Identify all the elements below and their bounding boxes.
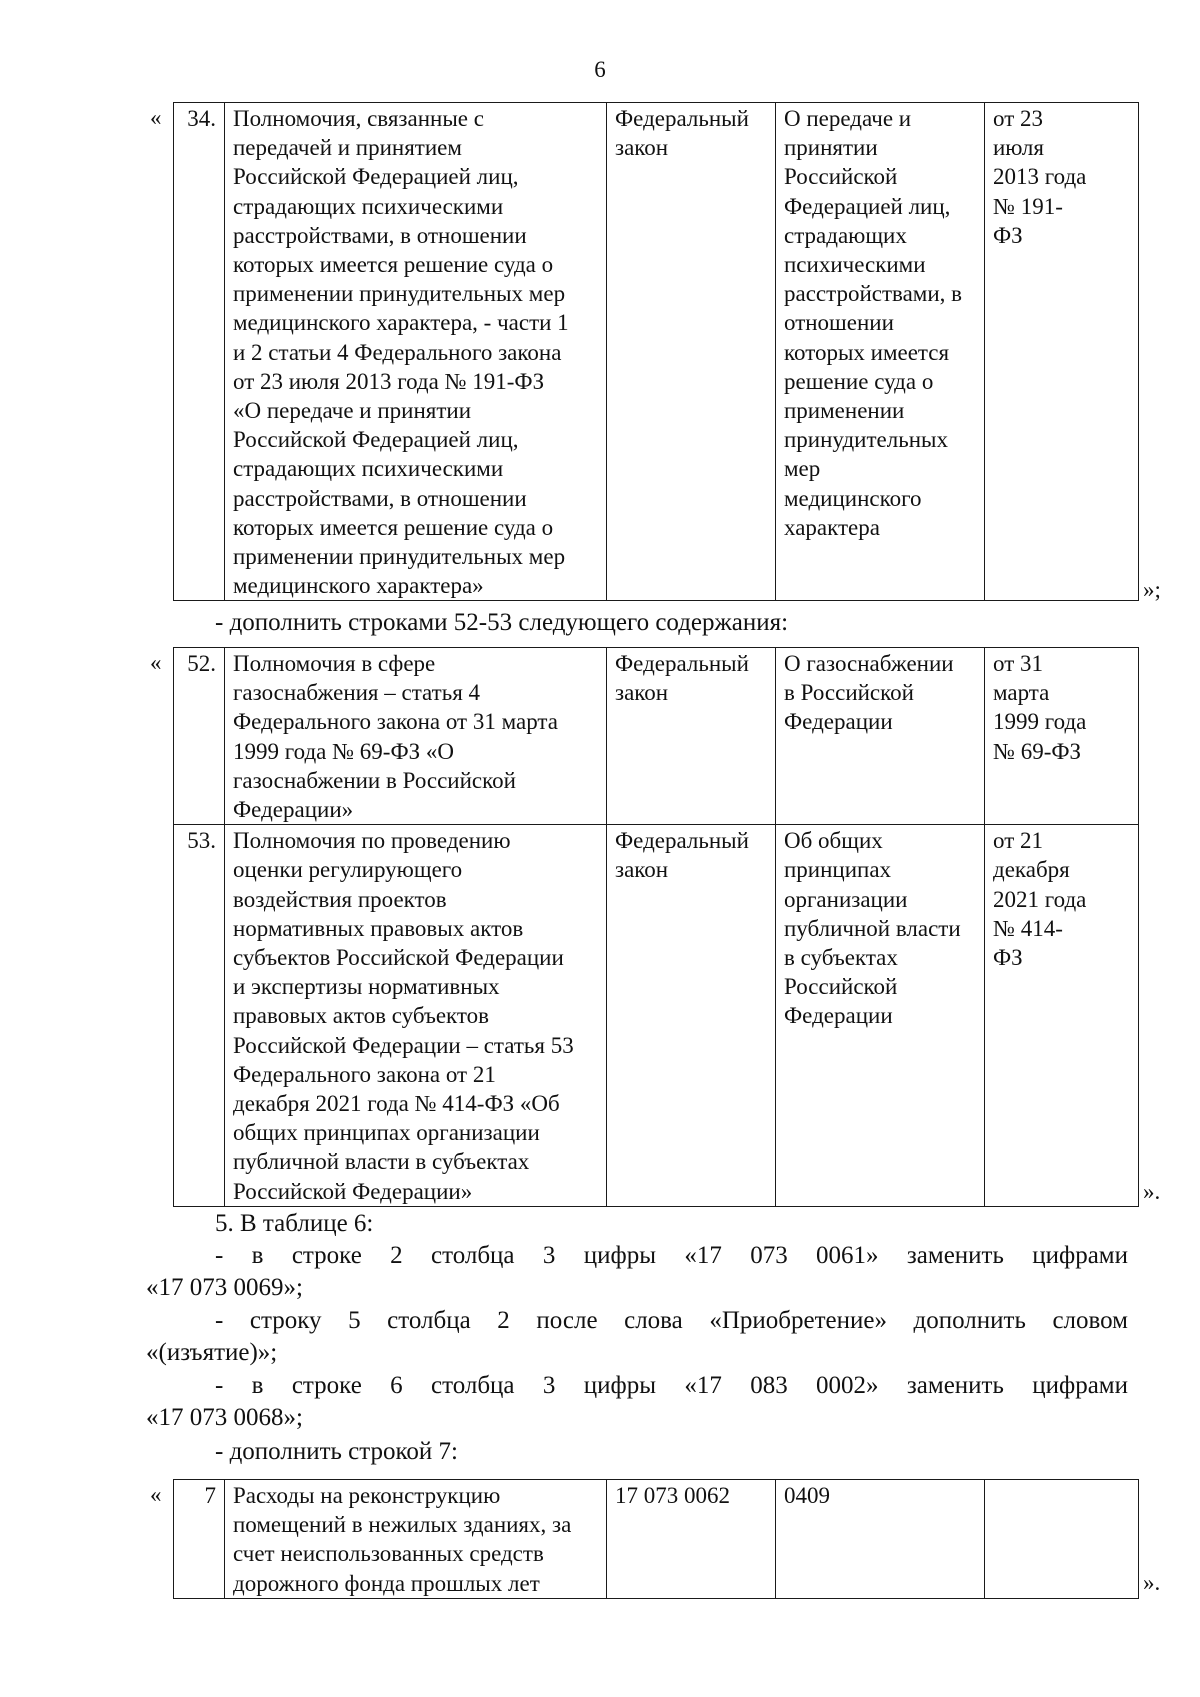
close-quote: »; [1143,577,1161,602]
close-quote: ». [1143,1179,1161,1204]
row-section: 0409 [776,1480,985,1599]
instruction-text: - строку 5 столбца 2 после слова «Приобретение» дополнить словом [215,1307,1128,1334]
table-row [174,648,1139,825]
row-number: 52. [174,648,225,825]
row-extra [985,1480,1139,1599]
row-description: Полномочия в сфере газоснабжения – статья 4 Федерального закона от 31 марта 1999 года № 69-ФЗ «О газоснабжении в Российской Федерации» [225,648,607,825]
row-act-date: от 23 июля 2013 года № 191- ФЗ [985,103,1139,601]
row-act-date: от 21 декабря 2021 года № 414- ФЗ [985,825,1139,1207]
row-act-type: Федеральный закон [607,103,776,601]
table-row [174,103,1139,601]
page-number: 6 [594,57,606,82]
row-act-title: О газоснабжении в Российской Федерации [776,648,985,825]
amendment-table-1 [173,102,1139,601]
table-row [174,1480,1139,1599]
open-quote: « [150,1482,162,1507]
row-code: 17 073 0062 [607,1480,776,1599]
instruction-text: - в строке 2 столбца 3 цифры «17 073 0061» заменить цифрами [215,1242,1128,1269]
row-act-title: О передаче и принятии Российской Федерацией лиц, страдающих психическими расстройствами, в отношении которых имеется решение суда о применении принудительных мер медицинского характера [776,103,985,601]
row-act-type: Федеральный закон [607,648,776,825]
row-act-title: Об общих принципах организации публичной власти в субъектах Российской Федерации [776,825,985,1207]
row-act-type: Федеральный закон [607,825,776,1207]
close-quote: ». [1143,1570,1161,1595]
instruction-text: «(изъятие)»; [146,1339,278,1366]
row-number: 34. [174,103,225,601]
section-heading: 5. В таблице 6: [215,1210,374,1237]
instruction-text: - дополнить строкой 7: [215,1438,458,1465]
instruction-text: - в строке 6 столбца 3 цифры «17 083 0002» заменить цифрами [215,1372,1128,1399]
instruction-text: «17 073 0069»; [146,1274,303,1301]
row-description: Полномочия по проведению оценки регулирующего воздействия проектов нормативных правовых актов субъектов Российской Федерации и экспертизы нормативных правовых актов субъектов Российской Федерации – статья 53 Федерального закона от 21 декабря 2021 года № 414-ФЗ «Об общих принципах организации публичной власти в субъектах Российской Федерации» [225,825,607,1207]
row-description: Полномочия, связанные с передачей и принятием Российской Федерацией лиц, страдающих психическими расстройствами, в отношении которых имеется решение суда о применении принудительных мер медицинского характера, - части 1 и 2 статьи 4 Федерального закона от 23 июля 2013 года № 191-ФЗ «О передаче и принятии Российской Федерацией лиц, страдающих психическими расстройствами, в отношении которых имеется решение суда о применении принудительных мер медицинского характера» [225,103,607,601]
amendment-table-3 [173,1479,1139,1599]
instruction-text: «17 073 0068»; [146,1404,303,1431]
open-quote: « [150,105,162,130]
row-description: Расходы на реконструкцию помещений в нежилых зданиях, за счет неиспользованных средств дорожного фонда прошлых лет [225,1480,607,1599]
row-number: 53. [174,825,225,1207]
table-row [174,825,1139,1207]
amendment-table-2 [173,647,1139,1207]
row-act-date: от 31 марта 1999 года № 69-ФЗ [985,648,1139,825]
instruction-text: - дополнить строками 52-53 следующего содержания: [215,609,789,636]
row-number: 7 [174,1480,225,1599]
open-quote: « [150,650,162,675]
